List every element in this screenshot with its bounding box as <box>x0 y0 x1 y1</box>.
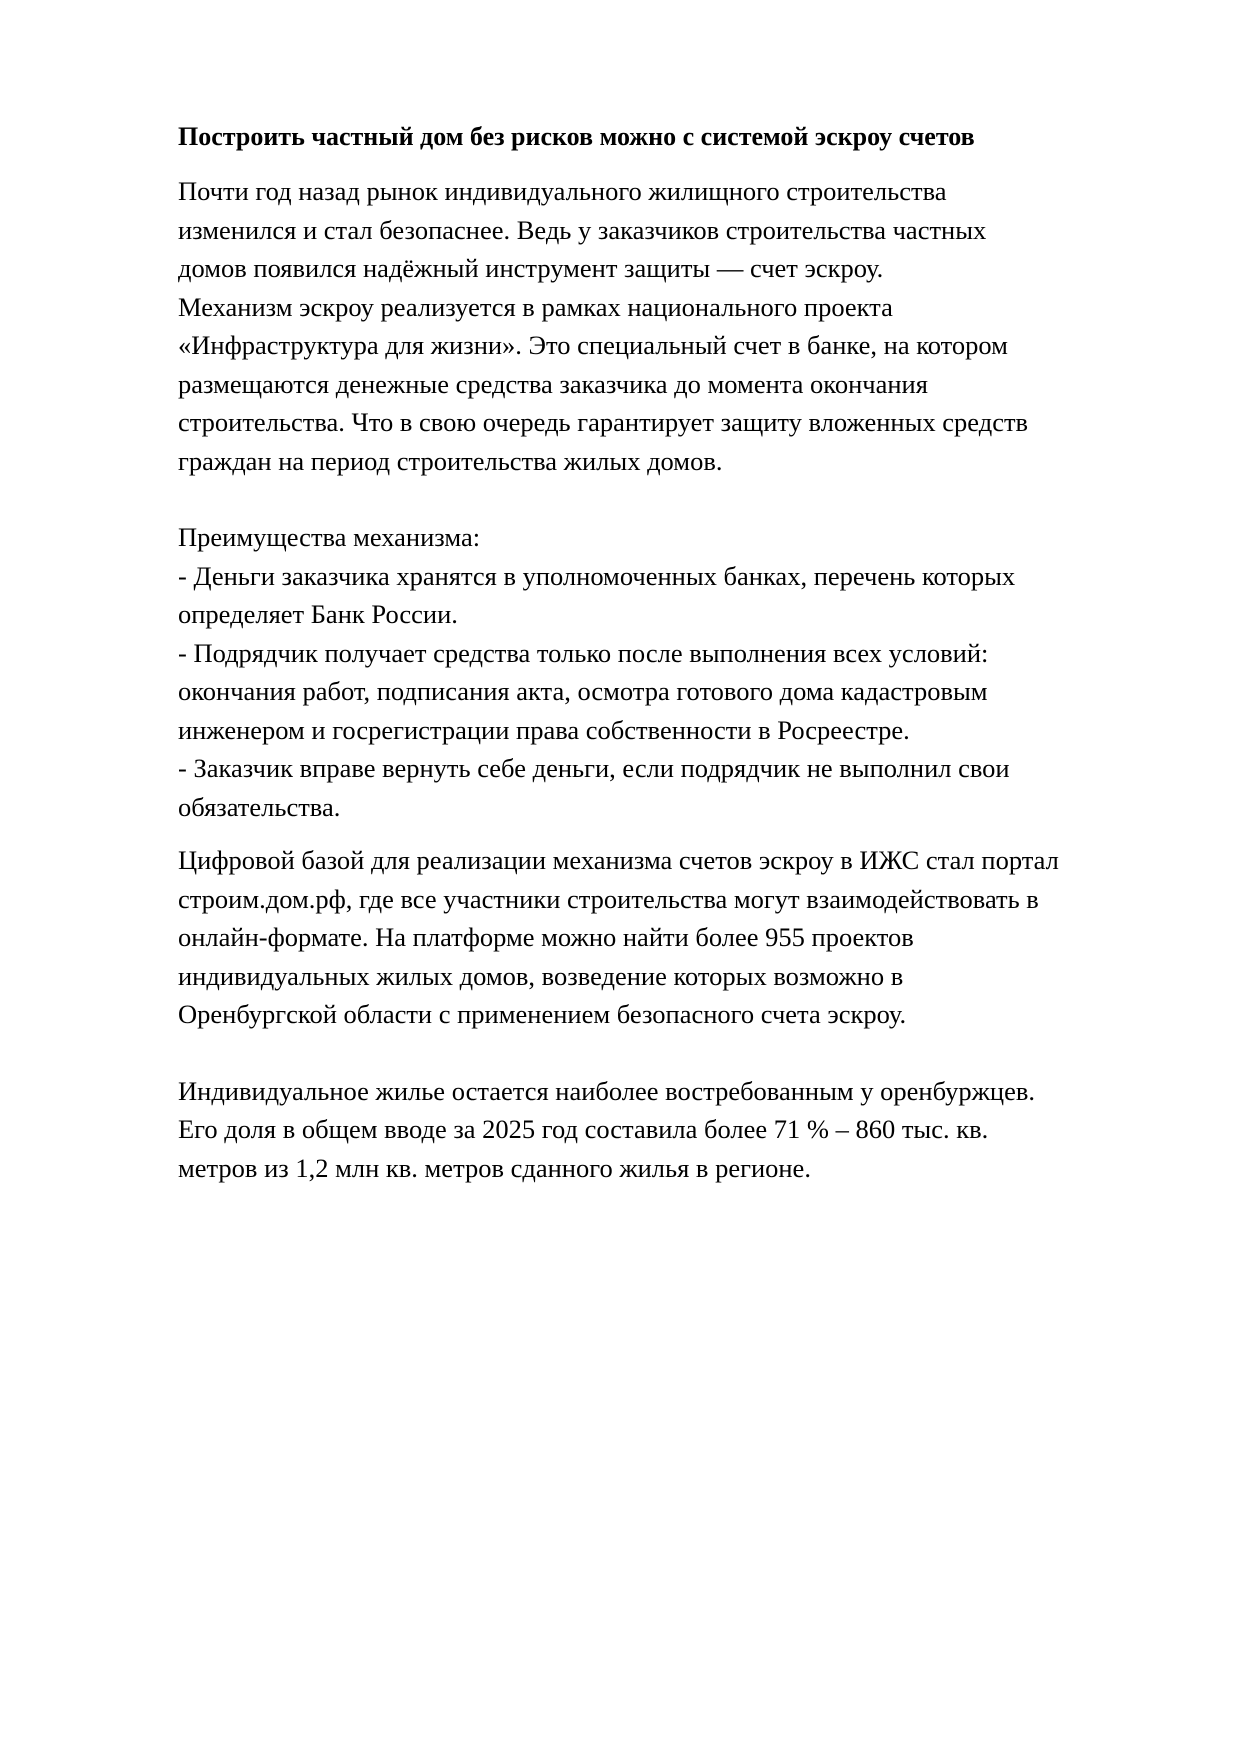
intro-line: граждан на период строительства жилых домов. <box>178 445 723 476</box>
intro-line: изменился и стал безопаснее. Ведь у заказчиков строительства частных <box>178 214 987 245</box>
advantages-line: - Заказчик вправе вернуть себе деньги, если подрядчик не выполнил свои <box>178 753 1010 783</box>
platform-line: индивидуальных жилых домов, возведение которых возможно в <box>178 960 904 991</box>
intro-line: Почти год назад рынок индивидуального жилищного строительства <box>178 176 947 206</box>
document-page <box>178 118 1178 1187</box>
intro-line: домов появился надёжный инструмент защиты — счет эскроу. <box>178 253 884 283</box>
advantages-heading: Преимущества механизма: <box>178 522 481 552</box>
stats-line: метров из 1,2 млн кв. метров сданного жилья в регионе. <box>178 1152 811 1183</box>
advantages-line: определяет Банк России. <box>178 599 458 629</box>
intro-paragraph <box>178 172 1178 480</box>
advantages-line: - Деньги заказчика хранятся в уполномоченных банках, перечень которых <box>178 560 1016 591</box>
advantages-section <box>178 518 1178 826</box>
spacer <box>178 826 1178 841</box>
spacer <box>178 480 1178 518</box>
stats-line: Индивидуальное жилье остается наиболее востребованным у оренбуржцев. <box>178 1075 1035 1106</box>
stats-line: Его доля в общем вводе за 2025 год составила более 71 % – 860 тыс. кв. <box>178 1114 989 1144</box>
intro-line: Механизм эскроу реализуется в рамках национального проекта <box>178 291 893 322</box>
advantages-line: окончания работ, подписания акта, осмотра готового дома кадастровым <box>178 676 988 706</box>
intro-line: «Инфраструктура для жизни». Это специальный счет в банке, на котором <box>178 330 1008 360</box>
intro-line: размещаются денежные средства заказчика до момента окончания <box>178 368 928 399</box>
advantages-line: обязательства. <box>178 791 341 822</box>
platform-line: Оренбургской области с применением безопасного счета эскроу. <box>178 999 907 1029</box>
document-title: Построить частный дом без рисков можно с системой эскроу счетов <box>178 122 975 151</box>
advantages-line: инженером и госрегистрации права собственности в Росреестре. <box>178 714 910 745</box>
platform-line: онлайн-формате. На платформе можно найти более 955 проектов <box>178 922 914 952</box>
platform-line: Цифровой базой для реализации механизма счетов эскроу в ИЖС стал портал <box>178 845 1059 875</box>
stats-paragraph <box>178 1072 1178 1188</box>
spacer <box>178 1034 1178 1072</box>
platform-line: строим.дом.рф, где все участники строительства могут взаимодействовать в <box>178 883 1039 914</box>
advantages-line: - Подрядчик получает средства только после выполнения всех условий: <box>178 637 989 668</box>
platform-paragraph <box>178 841 1178 1034</box>
spacer <box>178 156 1178 172</box>
intro-line: строительства. Что в свою очередь гарантирует защиту вложенных средств <box>178 407 1029 437</box>
